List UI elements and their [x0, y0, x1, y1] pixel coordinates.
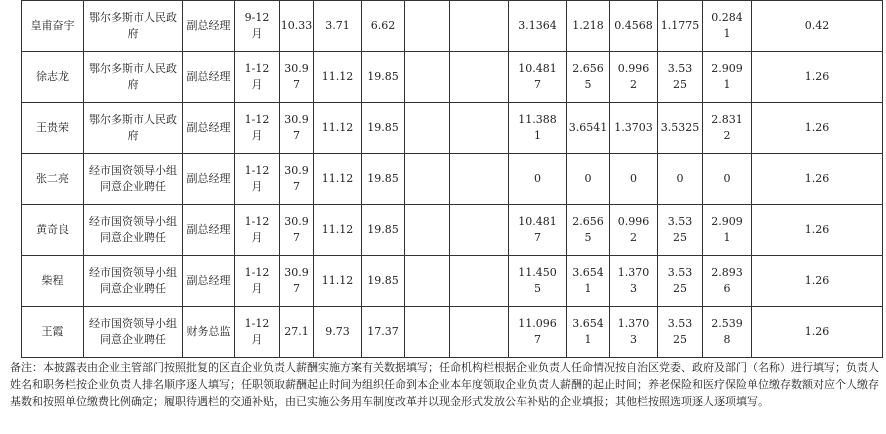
cell-text: 11.450 5 — [518, 266, 557, 295]
cell-text: 11.12 — [321, 274, 354, 287]
cell-text: 副总经理 — [186, 19, 231, 32]
value-cell — [509, 52, 567, 103]
appointing-body-cell — [84, 307, 183, 358]
value-cell — [567, 307, 610, 358]
position-cell — [183, 307, 235, 358]
appointing-body-cell — [84, 103, 183, 154]
cell-text: 3.5325 — [660, 121, 700, 134]
value-cell — [610, 205, 658, 256]
cell-text: 副总经理 — [186, 274, 231, 287]
value-cell — [658, 154, 703, 205]
value-cell — [703, 205, 752, 256]
value-cell — [314, 154, 362, 205]
value-cell — [362, 103, 405, 154]
cell-text: 17.37 — [367, 325, 399, 338]
value-cell — [567, 205, 610, 256]
value-cell — [703, 256, 752, 307]
value-cell — [280, 307, 314, 358]
value-cell — [362, 256, 405, 307]
cell-text: 1.26 — [804, 70, 830, 83]
cell-text: 经市国资领导小组 同意企业聘任 — [89, 317, 177, 346]
value-cell — [567, 52, 610, 103]
position-cell — [183, 154, 235, 205]
value-cell — [509, 205, 567, 256]
value-cell — [450, 307, 509, 358]
period-cell — [235, 52, 280, 103]
table-row — [22, 103, 883, 154]
value-cell — [610, 256, 658, 307]
period-cell — [235, 103, 280, 154]
cell-text: 3.53 25 — [667, 62, 693, 91]
cell-text: 0 — [630, 172, 637, 185]
cell-text: 11.12 — [321, 172, 354, 185]
value-cell — [509, 307, 567, 358]
table-row — [22, 154, 883, 205]
cell-text: 2.909 1 — [711, 215, 743, 244]
cell-text: 3.71 — [325, 19, 350, 32]
value-cell — [658, 1, 703, 52]
cell-text: 2.539 8 — [711, 317, 743, 346]
value-cell — [703, 307, 752, 358]
cell-text: 30.9 7 — [284, 266, 309, 295]
cell-text: 11.388 1 — [518, 113, 557, 142]
cell-text: 1.3703 — [614, 121, 653, 134]
value-cell — [280, 154, 314, 205]
cell-text: 3.53 25 — [667, 215, 693, 244]
value-cell — [703, 103, 752, 154]
value-cell — [314, 256, 362, 307]
period-cell — [235, 1, 280, 52]
cell-text: 经市国资领导小组 同意企业聘任 — [89, 266, 177, 295]
value-cell — [610, 103, 658, 154]
cell-text: 30.9 7 — [284, 62, 309, 91]
cell-text: 6.62 — [370, 19, 396, 32]
other-amount-cell — [752, 154, 883, 205]
value-cell — [509, 256, 567, 307]
table-row — [22, 52, 883, 103]
cell-text: 皇甫奋宇 — [30, 19, 75, 32]
cell-text: 1-12 月 — [244, 215, 270, 244]
cell-text: 2.831 2 — [711, 113, 743, 142]
value-cell — [450, 52, 509, 103]
person-name-cell — [22, 1, 84, 52]
table-row — [22, 256, 883, 307]
value-cell — [703, 154, 752, 205]
cell-text: 3.1364 — [518, 19, 557, 32]
value-cell — [567, 1, 610, 52]
table-row — [22, 205, 883, 256]
cell-text: 2.656 5 — [572, 62, 604, 91]
value-cell — [658, 256, 703, 307]
cell-text: 11.12 — [321, 70, 354, 83]
cell-text: 1.26 — [804, 274, 830, 287]
value-cell — [567, 103, 610, 154]
value-cell — [658, 205, 703, 256]
cell-text: 鄂尔多斯市人民政 府 — [89, 11, 177, 40]
value-cell — [362, 154, 405, 205]
value-cell — [362, 1, 405, 52]
value-cell — [280, 1, 314, 52]
table-row — [22, 1, 883, 52]
cell-text: 11.12 — [321, 223, 354, 236]
cell-text: 副总经理 — [186, 121, 231, 134]
other-amount-cell — [752, 103, 883, 154]
cell-text: 0.4568 — [614, 19, 653, 32]
table-footnote: 备注：本披露表由企业主管部门按照批复的区直企业负责人薪酬实施方案有关数据填写；任命机构栏根据企业负责人任命情况按自治区党委、政府及部门（名称）进行填写；负责人姓名和职务栏按企业负责人排名顺序逐人填写；任职领取薪酬起止时间为组织任命到本企业本年度领取企业负责人薪酬的起止时间；养老保险和医疗保险单位缴存数额对应个人缴存基数和按照单位缴费比例确定；履职待遇栏的交通补贴，由已实施公务用车制度改革并以现金形式发放公车补贴的企业填报；其他栏按照选项逐人逐项填写。 — [10, 361, 879, 408]
cell-text: 19.85 — [367, 121, 399, 134]
cell-text: 1.370 3 — [617, 266, 650, 295]
cell-text: 徐志龙 — [36, 70, 69, 83]
cell-text: 鄂尔多斯市人民政 府 — [89, 113, 177, 142]
cell-text: 3.654 1 — [572, 266, 604, 295]
value-cell — [610, 307, 658, 358]
person-name-cell — [22, 205, 84, 256]
appointing-body-cell — [84, 205, 183, 256]
value-cell — [405, 256, 450, 307]
value-cell — [280, 256, 314, 307]
appointing-body-cell — [84, 1, 183, 52]
period-cell — [235, 256, 280, 307]
cell-text: 9-12 月 — [244, 11, 270, 40]
value-cell — [280, 103, 314, 154]
cell-text: 1.218 — [572, 19, 604, 32]
value-cell — [703, 52, 752, 103]
value-cell — [362, 205, 405, 256]
person-name-cell — [22, 256, 84, 307]
value-cell — [450, 154, 509, 205]
appointing-body-cell — [84, 52, 183, 103]
value-cell — [567, 256, 610, 307]
position-cell — [183, 1, 235, 52]
other-amount-cell — [752, 256, 883, 307]
value-cell — [450, 205, 509, 256]
cell-text: 1.26 — [804, 172, 830, 185]
value-cell — [280, 205, 314, 256]
other-amount-cell — [752, 205, 883, 256]
cell-text: 0.284 1 — [711, 11, 743, 40]
table-row — [22, 307, 883, 358]
other-amount-cell — [752, 1, 883, 52]
cell-text: 3.53 25 — [667, 266, 693, 295]
person-name-cell — [22, 103, 84, 154]
cell-text: 0 — [534, 172, 541, 185]
person-name-cell — [22, 52, 84, 103]
position-cell — [183, 52, 235, 103]
cell-text: 0.996 2 — [617, 215, 650, 244]
cell-text: 11.096 7 — [518, 317, 557, 346]
value-cell — [450, 1, 509, 52]
cell-text: 0 — [584, 172, 592, 185]
value-cell — [362, 307, 405, 358]
cell-text: 副总经理 — [186, 70, 231, 83]
value-cell — [405, 154, 450, 205]
value-cell — [314, 103, 362, 154]
cell-text: 19.85 — [367, 274, 399, 287]
cell-text: 0.996 2 — [617, 62, 650, 91]
cell-text: 1.26 — [804, 223, 830, 236]
cell-text: 王霞 — [41, 325, 64, 338]
cell-text: 19.85 — [367, 70, 399, 83]
person-name-cell — [22, 307, 84, 358]
value-cell — [314, 1, 362, 52]
cell-text: 9.73 — [325, 325, 350, 338]
salary-disclosure-table — [21, 0, 883, 358]
person-name-cell — [22, 154, 84, 205]
cell-text: 2.656 5 — [572, 215, 604, 244]
cell-text: 经市国资领导小组 同意企业聘任 — [89, 164, 177, 193]
cell-text: 10.481 7 — [518, 215, 557, 244]
cell-text: 1-12 月 — [244, 62, 270, 91]
value-cell — [450, 103, 509, 154]
position-cell — [183, 103, 235, 154]
value-cell — [509, 154, 567, 205]
cell-text: 19.85 — [367, 223, 399, 236]
appointing-body-cell — [84, 256, 183, 307]
cell-text: 柴程 — [41, 274, 64, 287]
cell-text: 2.909 1 — [711, 62, 743, 91]
cell-text: 1-12 月 — [244, 266, 270, 295]
cell-text: 1-12 月 — [244, 317, 270, 346]
cell-text: 10.33 — [280, 19, 313, 32]
cell-text: 1.26 — [804, 325, 830, 338]
cell-text: 19.85 — [367, 172, 399, 185]
period-cell — [235, 307, 280, 358]
cell-text: 10.481 7 — [518, 62, 557, 91]
cell-text: 0 — [723, 172, 731, 185]
other-amount-cell — [752, 52, 883, 103]
cell-text: 1-12 月 — [244, 113, 270, 142]
cell-text: 黄奇良 — [36, 223, 69, 236]
value-cell — [509, 103, 567, 154]
value-cell — [610, 154, 658, 205]
cell-text: 30.9 7 — [284, 164, 309, 193]
cell-text: 2.893 6 — [711, 266, 743, 295]
value-cell — [405, 52, 450, 103]
cell-text: 财务总监 — [186, 325, 231, 338]
value-cell — [405, 103, 450, 154]
cell-text: 1.370 3 — [617, 317, 650, 346]
value-cell — [280, 52, 314, 103]
value-cell — [314, 307, 362, 358]
position-cell — [183, 205, 235, 256]
value-cell — [314, 205, 362, 256]
period-cell — [235, 154, 280, 205]
cell-text: 副总经理 — [186, 172, 231, 185]
period-cell — [235, 205, 280, 256]
other-amount-cell — [752, 307, 883, 358]
value-cell — [405, 307, 450, 358]
position-cell — [183, 256, 235, 307]
value-cell — [658, 103, 703, 154]
value-cell — [703, 1, 752, 52]
cell-text: 0.42 — [804, 19, 830, 32]
cell-text: 3.654 1 — [572, 317, 604, 346]
cell-text: 30.9 7 — [284, 113, 309, 142]
value-cell — [610, 52, 658, 103]
value-cell — [405, 1, 450, 52]
cell-text: 张二亮 — [36, 172, 69, 185]
cell-text: 副总经理 — [186, 223, 231, 236]
value-cell — [362, 52, 405, 103]
value-cell — [658, 307, 703, 358]
value-cell — [314, 52, 362, 103]
cell-text: 27.1 — [284, 325, 309, 338]
cell-text: 1.26 — [804, 121, 830, 134]
cell-text: 王贵荣 — [36, 121, 69, 134]
cell-text: 3.6541 — [568, 121, 608, 134]
value-cell — [658, 52, 703, 103]
cell-text: 0 — [676, 172, 684, 185]
appointing-body-cell — [84, 154, 183, 205]
cell-text: 3.53 25 — [667, 317, 693, 346]
cell-text: 1.1775 — [660, 19, 700, 32]
cell-text: 鄂尔多斯市人民政 府 — [89, 62, 177, 91]
cell-text: 经市国资领导小组 同意企业聘任 — [89, 215, 177, 244]
cell-text: 11.12 — [321, 121, 354, 134]
cell-text: 30.9 7 — [284, 215, 309, 244]
value-cell — [509, 1, 567, 52]
value-cell — [610, 1, 658, 52]
value-cell — [567, 154, 610, 205]
value-cell — [405, 205, 450, 256]
value-cell — [450, 256, 509, 307]
cell-text: 1-12 月 — [244, 164, 270, 193]
